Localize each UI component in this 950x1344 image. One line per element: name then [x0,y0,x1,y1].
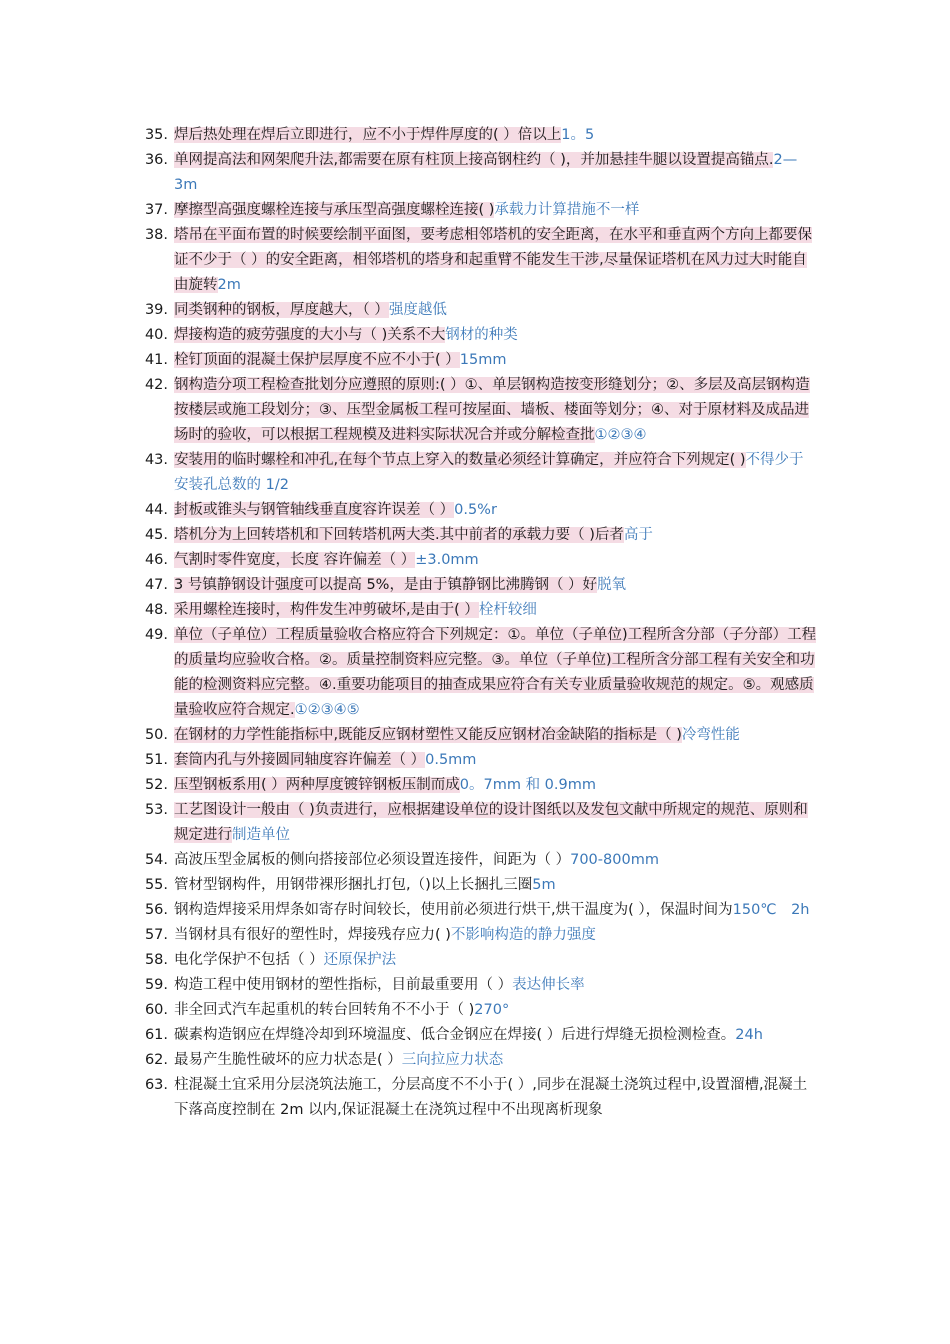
question-text: 焊后热处理在焊后立即进行，应不小于焊件厚度的( ）倍以上 [174,127,562,143]
question-number: 36. [144,152,168,168]
question-number: 53. [144,802,168,818]
question-number: 43. [144,452,168,468]
question-item [138,1023,818,1048]
question-item [138,748,818,773]
question-item [138,923,818,948]
question-item [138,148,818,198]
answer-text: 24h [735,1027,763,1043]
question-item [138,223,818,298]
question-text: 钢构造分项工程检查批划分应遵照的原则:( ）①、单层钢构造按变形缝划分；②、多层及高层钢构造按楼层或施工段划分；③、压型金属板工程可按屋面、墙板、楼面等划分；④、对于原材料及成品进场时的验收，可以根据工程规模及进料实际状况合并或分解检查批 [174,377,810,443]
answer-text: 还原保护法 [323,952,397,968]
answer-text: 2—3m [174,152,798,193]
question-item [138,723,818,748]
question-number: 44. [144,502,168,518]
question-item [138,548,818,573]
question-number: 48. [144,602,168,618]
question-number: 52. [144,777,168,793]
question-text: 单网提高法和网架爬升法,都需要在原有柱顶上接高钢柱约（ )，并加悬挂牛腿以设置提高锚点. [174,152,774,168]
question-text: 采用螺栓连接时，构件发生冲剪破坏,是由于( ） [174,602,479,618]
question-item [138,198,818,223]
question-number: 40. [144,327,168,343]
question-number: 55. [144,877,168,893]
question-item [138,323,818,348]
question-item [138,873,818,898]
question-text: 高波压型金属板的侧向搭接部位必须设置连接件，间距为（ ） [174,852,571,868]
answer-text: 0。7mm 和 0.9mm [459,777,596,793]
question-number: 45. [144,527,168,543]
question-item [138,348,818,373]
question-item [138,1073,818,1123]
answer-text: 冷弯性能 [681,727,740,743]
question-text: 封板或锥头与钢管轴线垂直度容许误差（ ） [174,502,455,518]
answer-text: 栓杆较细 [478,602,537,618]
answer-text: 0.5%r [454,502,497,518]
question-number: 62. [144,1052,168,1068]
question-item [138,898,818,923]
question-number: 49. [144,627,168,643]
question-text: 塔吊在平面布置的时候要绘制平面图，要考虑相邻塔机的安全距离，在水平和垂直两个方向上都要保证不少于（ ）的安全距离，相邻塔机的塔身和起重臂不能发生干涉,尽量保证塔机在风力过大时能自由旋转 [174,227,812,293]
question-text: 单位（子单位）工程质量验收合格应符合下列规定：①。单位（子单位)工程所含分部（子分部）工程的质量均应验收合格。②。质量控制资料应完整。③。单位（子单位)工程所含分部工程有关安全和功能的检测资料应完整。④.重要功能项目的抽查成果应符合有关专业质量验收规范的规定。⑤。观感质量验收应符合规定. [174,627,817,718]
question-number: 42. [144,377,168,393]
question-item [138,623,818,723]
answer-text: 不得少于安装孔总数的 1/2 [174,452,804,493]
answer-text: 15mm [459,352,507,368]
question-item [138,798,818,848]
question-item [138,848,818,873]
question-item [138,998,818,1023]
question-text: 栓钉顶面的混凝土保护层厚度不应不小于( ） [174,352,460,368]
question-text: 工艺图设计一般由（ )负责进行，应根据建设单位的设计图纸以及发包文献中所规定的规范、原则和规定进行 [174,802,808,843]
question-number: 54. [144,852,168,868]
question-number: 38. [144,227,168,243]
question-number: 56. [144,902,168,918]
answer-text: ±3.0mm [415,552,479,568]
question-item [138,1048,818,1073]
answer-text: 高于 [623,527,653,543]
question-text: 套筒内孔与外接圆同轴度容许偏差（ ） [174,752,426,768]
question-item [138,123,818,148]
question-number: 39. [144,302,168,318]
question-text: 碳素构造钢应在焊缝冷却到环境温度、低合金钢应在焊接( ）后进行焊缝无损检测检查。 [174,1027,736,1043]
question-text: 当钢材具有很好的塑性时，焊接残存应力( ) [174,927,451,943]
question-number: 61. [144,1027,168,1043]
question-item [138,973,818,998]
question-number: 57. [144,927,168,943]
question-text: 最易产生脆性破坏的应力状态是( ） [174,1052,402,1068]
question-text: 非全回式汽车起重机的转台回转角不不小于（ ) [174,1002,475,1018]
answer-text: 脱氧 [597,577,627,593]
answer-text: 270° [474,1002,510,1018]
question-text: 摩擦型高强度螺栓连接与承压型高强度螺栓连接( ) [174,202,495,218]
question-number: 60. [144,1002,168,1018]
question-item [138,573,818,598]
question-number: 63. [144,1077,168,1093]
answer-text: 表达伸长率 [512,977,585,993]
question-text: 钢构造焊接采用焊条如寄存时间较长，使用前必须进行烘干,烘干温度为( ），保温时间为 [174,902,733,918]
question-item [138,773,818,798]
question-item [138,498,818,523]
question-text: 焊接构造的疲劳强度的大小与（ )关系不大 [174,327,446,343]
question-text: 气割时零件宽度，长度 容许偏差（ ） [174,552,416,568]
answer-text: 2m [217,277,241,293]
answer-text: 三向拉应力状态 [401,1052,504,1068]
question-text: 3 号镇静钢设计强度可以提高 5%，是由于镇静钢比沸腾钢（ ）好 [174,577,598,593]
question-number: 47. [144,577,168,593]
question-text: 在钢材的力学性能指标中,既能反应钢材塑性又能反应钢材冶金缺陷的指标是（ ) [174,727,682,743]
question-text: 管材型钢构件，用钢带裸形捆扎打包,（)以上长捆扎三圈 [174,877,533,893]
answer-text: 150℃ 2h [732,902,810,918]
answer-text: ①②③④⑤ [294,702,360,718]
question-item [138,373,818,448]
question-text: 塔机分为上回转塔机和下回转塔机两大类.其中前者的承载力要（ )后者 [174,527,624,543]
question-number: 35. [144,127,168,143]
question-number: 41. [144,352,168,368]
question-list [138,123,818,1123]
question-number: 58. [144,952,168,968]
question-number: 46. [144,552,168,568]
question-item [138,948,818,973]
answer-text: 1。5 [561,127,595,143]
answer-text: 强度越低 [388,302,447,318]
answer-text: 不影响构造的静力强度 [450,927,596,943]
answer-text: 钢材的种类 [445,327,518,343]
question-item [138,598,818,623]
question-text: 安装用的临时螺栓和冲孔,在每个节点上穿入的数量必须经计算确定，并应符合下列规定( ) [174,452,746,468]
question-number: 59. [144,977,168,993]
question-text: 压型钢板系用( ）两种厚度镀锌钢板压制而成 [174,777,460,793]
answer-text: 0.5mm [425,752,477,768]
question-text: 同类钢种的钢板，厚度越大，（ ） [174,302,389,318]
question-number: 37. [144,202,168,218]
question-text: 电化学保护不包括（ ） [174,952,324,968]
question-item [138,448,818,498]
answer-text: ①②③④ [594,427,647,443]
question-item [138,298,818,323]
answer-text: 承载力计算措施不一样 [494,202,640,218]
answer-text: 5m [532,877,556,893]
question-number: 51. [144,752,168,768]
answer-text: 制造单位 [232,827,290,843]
answer-text: 700-800mm [570,852,659,868]
question-item [138,523,818,548]
question-number: 50. [144,727,168,743]
question-text: 构造工程中使用钢材的塑性指标，目前最重要用（ ） [174,977,513,993]
question-text: 柱混凝土宜采用分层浇筑法施工，分层高度不不小于( ）,同步在混凝土浇筑过程中,设置溜槽,混凝土下落高度控制在 2m 以内,保证混凝土在浇筑过程中不出现离析现象 [174,1077,808,1118]
